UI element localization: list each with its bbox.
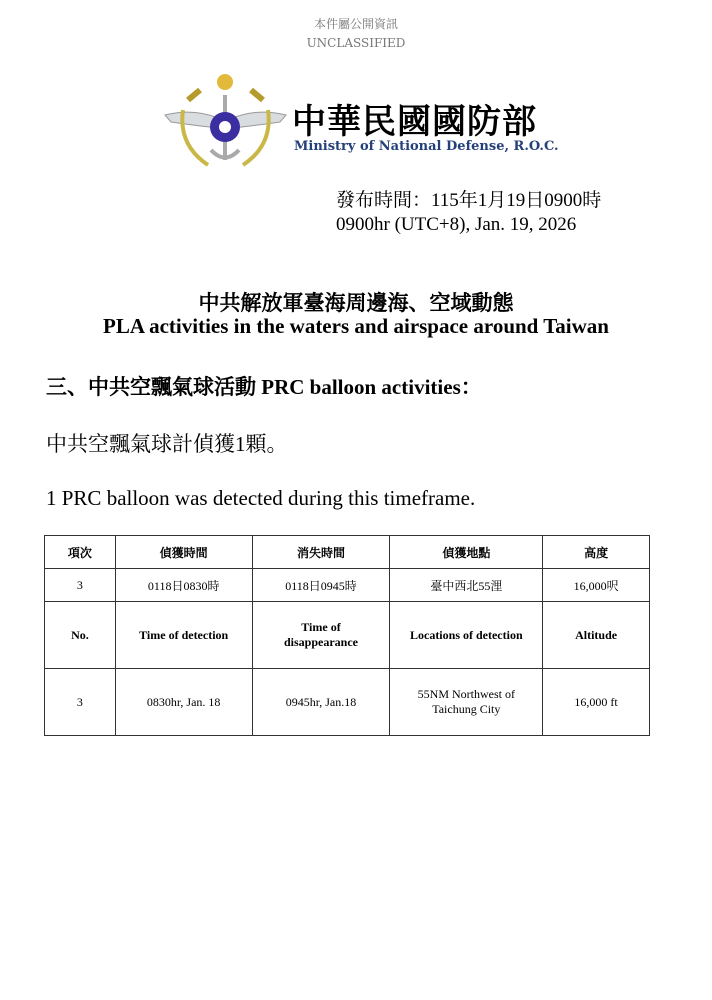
- header-cell: Time of disappearance: [252, 602, 390, 669]
- release-time-cn: 發布時間：115年1月19日0900時: [336, 190, 602, 211]
- ministry-name-en: Ministry of National Defense, R.O.C.: [294, 139, 559, 154]
- table-cell: 55NM Northwest of Taichung City: [390, 669, 543, 736]
- table-cell: 0945hr, Jan.18: [252, 669, 390, 736]
- table-cell: 3: [45, 669, 116, 736]
- table-cell: 0118日0945時: [252, 569, 390, 602]
- header-cell: No.: [45, 602, 116, 669]
- section-heading: 三、中共空飄氣球活動 PRC balloon activities：: [46, 375, 482, 399]
- header-cell: Time of detection: [115, 602, 252, 669]
- table-cell: 0118日0830時: [115, 569, 252, 602]
- mnd-emblem-logo: [163, 70, 288, 175]
- header-cell: 消失時間: [252, 536, 390, 569]
- table-cell: 16,000 ft: [543, 669, 650, 736]
- table-header-cn: [45, 536, 650, 569]
- summary-cn: 中共空飄氣球計偵獲1顆。: [46, 432, 288, 456]
- classification-en: UNCLASSIFIED: [306, 36, 406, 50]
- table-cell: 0830hr, Jan. 18: [115, 669, 252, 736]
- table-header-en: [45, 602, 650, 669]
- header-cell: 偵獲地點: [390, 536, 543, 569]
- classification-cn: 本件屬公開資訊: [313, 17, 398, 31]
- table-cell: 3: [45, 569, 116, 602]
- title-en: PLA activities in the waters and airspace around Taiwan: [103, 314, 609, 338]
- table-row: [45, 569, 650, 602]
- header-cell: 項次: [45, 536, 116, 569]
- summary-en: 1 PRC balloon was detected during this timeframe.: [46, 486, 476, 510]
- header-cell: Locations of detection: [390, 602, 543, 669]
- release-time-en: 0900hr (UTC+8), Jan. 19, 2026: [336, 214, 577, 235]
- table-cell: 16,000呎: [543, 569, 650, 602]
- header-cell: 偵獲時間: [115, 536, 252, 569]
- header-cell: Altitude: [543, 602, 650, 669]
- table-row: [45, 669, 650, 736]
- ministry-name-cn: 中華民國國防部: [292, 102, 537, 142]
- balloon-table: [44, 535, 650, 736]
- table-cell: 臺中西北55浬: [390, 569, 543, 602]
- header-cell: 高度: [543, 536, 650, 569]
- title-cn: 中共解放軍臺海周邊海、空域動態: [198, 291, 514, 315]
